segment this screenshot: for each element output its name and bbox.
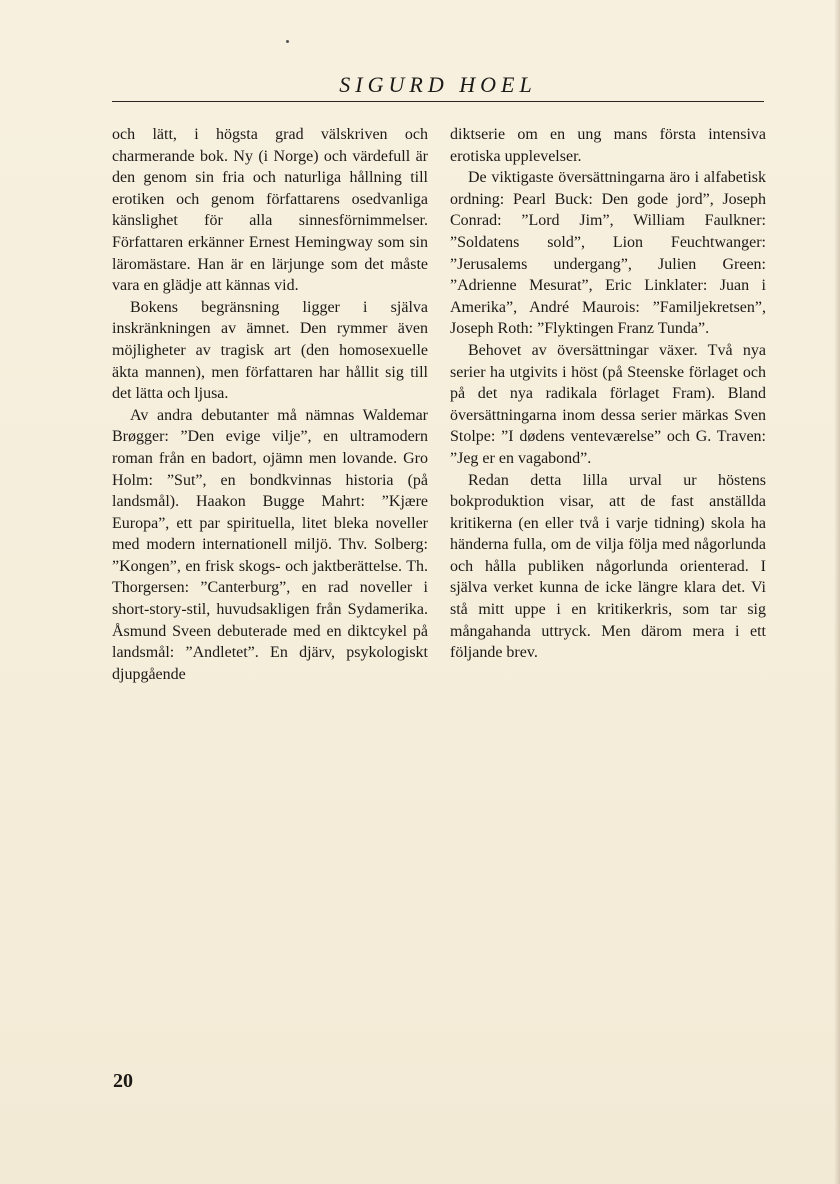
page-number: 20 [113,1070,133,1092]
paragraph: diktserie om en ung mans första intensiva erotiska upplevelser. [450,126,766,165]
paragraph: Behovet av översättningar växer. Två nya serier ha utgivits i höst (på Steenske förlaget och på det nya radikala förlaget Fram). Bland översättningarna inom dessa serier märkas Sven Stolpe: ”I dødens venteværelse” och G. Traven: ”Jeg er en vagabond”. [450,341,766,467]
paragraph: Bokens begränsning ligger i själva inskränkningen av ämnet. Den rymmer även möjligheter av tragisk art (den homosexuelle äkta mannen), men författaren har hållit sig till det lätta och ljusa. [112,298,428,403]
running-header: SIGURD HOEL [339,72,537,97]
page-edge-shadow [834,0,840,1184]
right-column [450,124,766,664]
paragraph: Av andra debutanter må nämnas Waldemar Brøgger: ”Den evige vilje”, en ultramodern roman från en badort, ojämn men lovande. Gro Holm: ”Sut”, en bondkvinnas historia (på landsmål). Haakon Bugge Mahrt: ”Kjære Europa”, ett par spirituella, litet bleka noveller med modern internationell miljö. Thv. Solberg: ”Kongen”, en frisk skogs- och jaktberättelse. Th. Thorgersen: ”Canterburg”, en rad noveller i short-story-stil, huvudsakligen från Sydamerika. Åsmund Sveen debuterade med en diktcykel på landsmål: ”Andletet”. En djärv, psykologiskt djupgående [112,406,428,683]
paragraph: Redan detta lilla urval ur höstens bokproduktion visar, att de fast anställda kritikerna (en eller två i varje tidning) skola ha händerna fulla, om de vilja följa med någorlunda och hålla publiken någorlunda orienterad. I själva verket kunna de icke längre klara det. Vi stå mitt uppe i en kritikerkris, som tar sig mångahanda uttryck. Men därom mera i ett följande brev. [450,471,766,662]
left-column [112,124,428,685]
paper-speck [286,40,289,43]
paragraph: och lätt, i högsta grad välskriven och charmerande bok. Ny (i Norge) och värdefull är den genom sin fria och naturliga hållning till erotiken och genom författarens osedvanliga känslighet för alla sinnesförnimmelser. Författaren erkänner Ernest Hemingway som sin läromästare. Han är en lärjunge som det måste vara en glädje att kännas vid. [112,126,428,295]
paragraph: De viktigaste översättningarna äro i alfabetisk ordning: Pearl Buck: Den gode jord”, Joseph Conrad: ”Lord Jim”, William Faulkner: ”Soldatens sold”, Lion Feuchtwanger: ”Jerusalems undergang”, Julien Green: ”Adrienne Mesurat”, Eric Linklater: Juan i Amerika”, André Maurois: ”Familjekretsen”, Joseph Roth: ”Flyktingen Franz Tunda”. [450,169,766,338]
header-rule [112,101,764,102]
